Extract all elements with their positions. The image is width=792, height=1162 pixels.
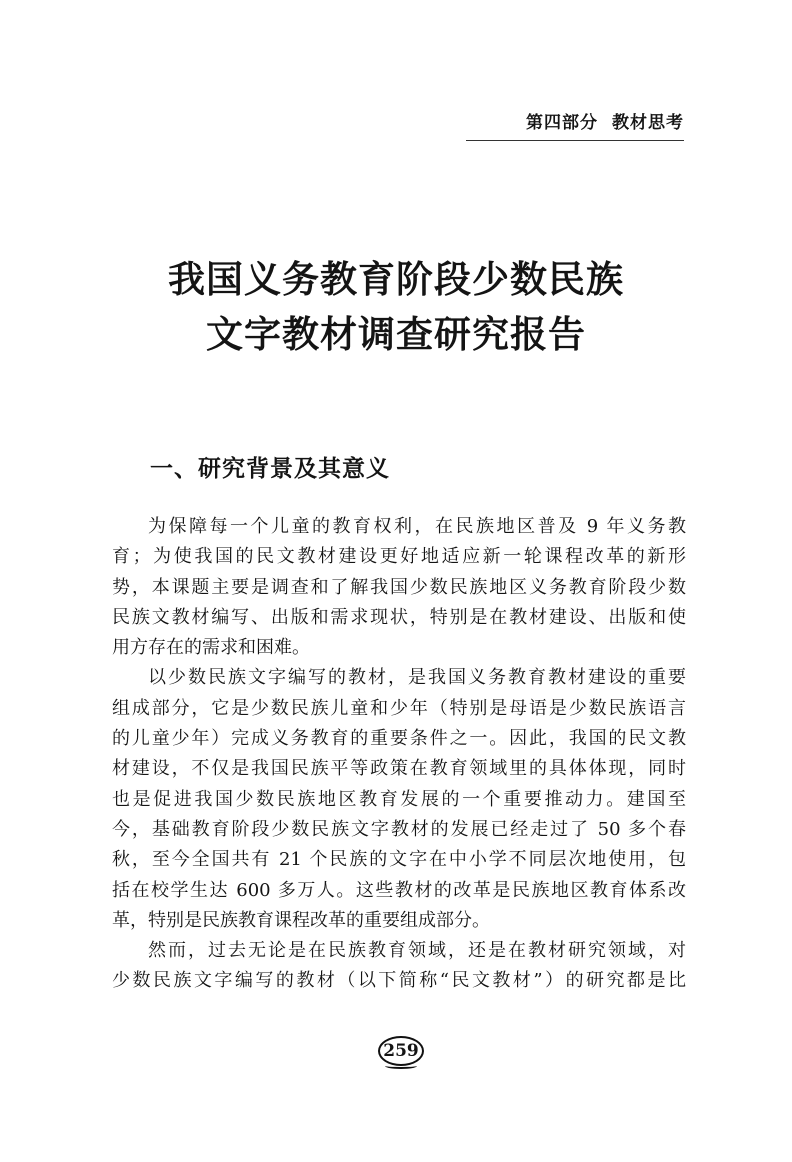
title-line-2: 文字教材调查研究报告 — [206, 313, 586, 356]
paragraph-2-line-8: 括在校学生达 600 多万人。这些教材的改革是民族地区教育体系改 — [112, 879, 686, 901]
paragraph-1-line-2: 育；为使我国的民文教材建设更好地适应新一轮课程改革的新形 — [112, 546, 686, 568]
page-number: 259 — [378, 1036, 424, 1066]
paragraph-2-line-6: 今，基础教育阶段少数民族文字教材的发展已经走过了 50 多个春 — [112, 818, 686, 840]
page-title — [0, 252, 792, 362]
running-head-part: 第四部分 — [526, 113, 598, 133]
paragraph-2-line-9: 革，特别是民族教育课程改革的重要组成部分。 — [112, 909, 490, 931]
paragraph-2-line-2: 组成部分，它是少数民族儿童和少年（特别是母语是少数民族语言 — [112, 697, 686, 719]
paragraph-3-line-1: 然而，过去无论是在民族教育领域，还是在教材研究领域，对 — [148, 940, 686, 962]
section-heading: 一、研究背景及其意义 — [150, 456, 390, 482]
paragraph-2-line-1: 以少数民族文字编写的教材，是我国义务教育教材建设的重要 — [148, 667, 686, 689]
paragraph-3-line-2: 少数民族文字编写的教材（以下简称“民文教材”）的研究都是比 — [112, 970, 686, 992]
paragraph-2-line-4: 材建设，不仅是我国民族平等政策在教育领域里的具体体现，同时 — [112, 758, 686, 780]
paragraph-1-line-4: 民族文教材编写、出版和需求现状，特别是在教材建设、出版和使 — [112, 606, 686, 628]
paragraph-2-line-7: 秋，至今全国共有 21 个民族的文字在中小学不同层次地使用，包 — [112, 849, 686, 871]
title-line-1: 我国义务教育阶段少数民族 — [168, 258, 624, 301]
running-head — [466, 108, 684, 133]
paragraph-1-line-5: 用方存在的需求和困难。 — [112, 637, 310, 659]
paragraph-2-line-5: 也是促进我国少数民族地区教育发展的一个重要推动力。建国至 — [112, 788, 686, 810]
paragraph-1-line-3: 势，本课题主要是调查和了解我国少数民族地区义务教育阶段少数 — [112, 576, 686, 598]
paragraph-2-line-3: 的儿童少年）完成义务教育的重要条件之一。因此，我国的民文教 — [112, 728, 686, 750]
header-rule — [466, 140, 684, 141]
body-text — [112, 512, 686, 997]
running-head-section: 教材思考 — [612, 113, 684, 133]
paragraph-1-line-1: 为保障每一个儿童的教育权利，在民族地区普及 9 年义务教 — [148, 516, 686, 537]
